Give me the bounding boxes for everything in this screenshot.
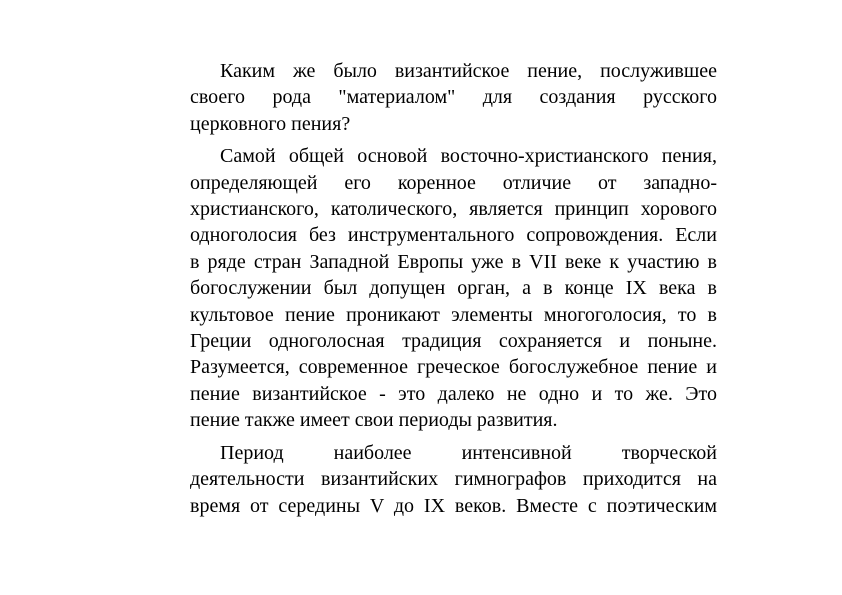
text-line: время от середины V до IX веков. Вместе с поэтическим — [190, 494, 717, 517]
text-line: одноголосия без инструментального сопровождения. Если — [190, 224, 717, 247]
text-line: богослужении был допущен орган, а в конце IX века в — [190, 277, 717, 300]
text-line: Период наиболее интенсивной творческой — [220, 441, 717, 464]
text-line: Греции одноголосная традиция сохраняется и поныне. — [190, 330, 717, 353]
paragraph-1 — [160, 58, 717, 137]
document-text — [160, 58, 717, 525]
paragraph-3 — [160, 440, 717, 519]
text-line: Самой общей основой восточно-христианского пения, — [220, 145, 717, 168]
text-line: церковного пения? — [190, 112, 351, 135]
text-line: пение византийское - это далеко не одно и то же. Это — [190, 382, 717, 405]
text-line: пение также имеет свои периоды развития. — [190, 409, 558, 432]
text-line: деятельности византийских гимнографов приходится на — [190, 468, 717, 491]
text-line: определяющей его коренное отличие от западно- — [190, 171, 717, 194]
paragraph-2 — [160, 143, 717, 433]
text-line: в ряде стран Западной Европы уже в VII веке к участию в — [190, 250, 717, 273]
text-line: культовое пение проникают элементы многоголосия, то в — [190, 303, 717, 326]
text-line: Разумеется, современное греческое богослужебное пение и — [190, 356, 717, 379]
text-line: христианского, католического, является принцип хорового — [190, 198, 717, 221]
text-line: Каким же было византийское пение, послужившее — [220, 60, 717, 82]
text-line: своего рода "материалом" для создания русского — [190, 86, 717, 109]
